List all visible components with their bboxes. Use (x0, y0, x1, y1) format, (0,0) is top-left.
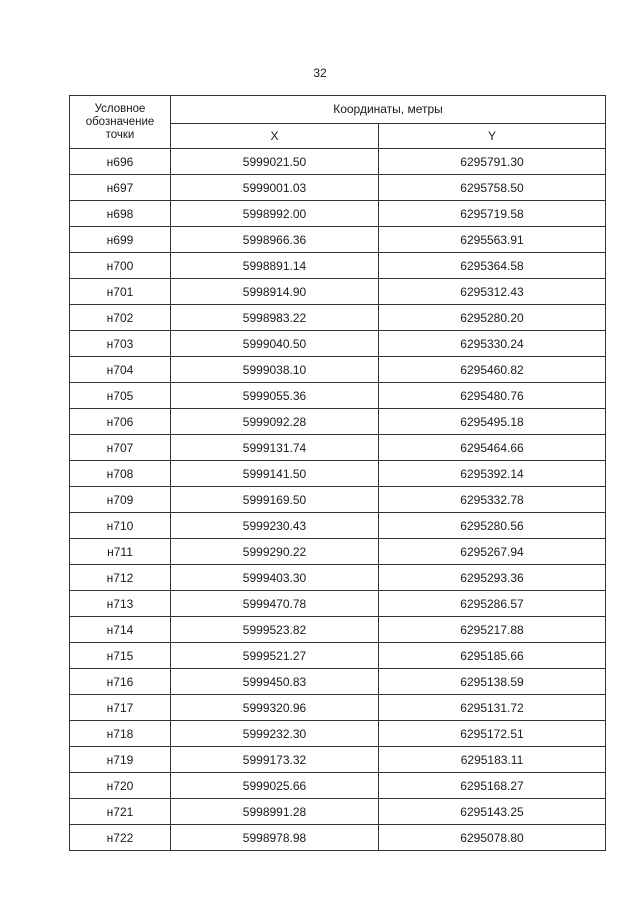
y-cell: 6295183.11 (379, 747, 606, 773)
y-column-header: Y (379, 123, 606, 148)
y-cell: 6295267.94 (379, 539, 606, 565)
x-cell: 5999173.32 (171, 747, 379, 773)
y-cell: 6295293.36 (379, 565, 606, 591)
point-cell: н716 (70, 669, 171, 695)
point-cell: н713 (70, 591, 171, 617)
table-row (70, 591, 606, 617)
page-number: 32 (313, 66, 327, 80)
x-cell: 5998991.28 (171, 799, 379, 825)
point-cell: н706 (70, 409, 171, 435)
x-cell: 5999169.50 (171, 487, 379, 513)
x-cell: 5999025.66 (171, 773, 379, 799)
x-cell: 5999040.50 (171, 331, 379, 357)
table-row (70, 747, 606, 773)
y-cell: 6295480.76 (379, 383, 606, 409)
x-cell: 5998992.00 (171, 201, 379, 227)
point-cell: н701 (70, 279, 171, 305)
x-cell: 5999290.22 (171, 539, 379, 565)
point-cell: н703 (70, 331, 171, 357)
table-row (70, 487, 606, 513)
x-cell: 5999470.78 (171, 591, 379, 617)
table-body (70, 149, 606, 851)
point-cell: н705 (70, 383, 171, 409)
x-cell: 5999523.82 (171, 617, 379, 643)
x-cell: 5999141.50 (171, 461, 379, 487)
x-cell: 5999038.10 (171, 357, 379, 383)
point-cell: н697 (70, 175, 171, 201)
y-cell: 6295131.72 (379, 695, 606, 721)
x-cell: 5999055.36 (171, 383, 379, 409)
table-row (70, 461, 606, 487)
table-row (70, 409, 606, 435)
point-cell: н710 (70, 513, 171, 539)
x-cell: 5999232.30 (171, 721, 379, 747)
point-column-header: Условное обозначение точки (70, 96, 171, 149)
y-cell: 6295563.91 (379, 227, 606, 253)
x-cell: 5999131.74 (171, 435, 379, 461)
table-row (70, 669, 606, 695)
y-cell: 6295460.82 (379, 357, 606, 383)
point-cell: н721 (70, 799, 171, 825)
y-cell: 6295286.57 (379, 591, 606, 617)
table-row (70, 435, 606, 461)
table-row (70, 773, 606, 799)
table-row (70, 825, 606, 851)
y-cell: 6295495.18 (379, 409, 606, 435)
point-cell: н718 (70, 721, 171, 747)
y-cell: 6295185.66 (379, 643, 606, 669)
table-row (70, 331, 606, 357)
table-row (70, 799, 606, 825)
table-row (70, 175, 606, 201)
table-row (70, 357, 606, 383)
x-cell: 5999403.30 (171, 565, 379, 591)
point-cell: н709 (70, 487, 171, 513)
table-row (70, 279, 606, 305)
table-row (70, 565, 606, 591)
coordinates-table (69, 95, 606, 851)
table-row (70, 617, 606, 643)
x-cell: 5998966.36 (171, 227, 379, 253)
table-row (70, 539, 606, 565)
point-cell: н722 (70, 825, 171, 851)
y-cell: 6295078.80 (379, 825, 606, 851)
table-row (70, 253, 606, 279)
point-cell: н717 (70, 695, 171, 721)
point-cell: н696 (70, 149, 171, 175)
table-row (70, 149, 606, 175)
table-row (70, 695, 606, 721)
point-cell: н714 (70, 617, 171, 643)
table-row (70, 721, 606, 747)
table-row (70, 383, 606, 409)
point-cell: н711 (70, 539, 171, 565)
point-cell: н712 (70, 565, 171, 591)
y-cell: 6295138.59 (379, 669, 606, 695)
point-cell: н702 (70, 305, 171, 331)
x-cell: 5998978.98 (171, 825, 379, 851)
x-cell: 5999320.96 (171, 695, 379, 721)
y-cell: 6295143.25 (379, 799, 606, 825)
point-cell: н699 (70, 227, 171, 253)
x-column-header: X (171, 123, 379, 148)
x-cell: 5998891.14 (171, 253, 379, 279)
point-cell: н704 (70, 357, 171, 383)
point-cell: н720 (70, 773, 171, 799)
x-cell: 5999450.83 (171, 669, 379, 695)
x-cell: 5998914.90 (171, 279, 379, 305)
y-cell: 6295392.14 (379, 461, 606, 487)
y-cell: 6295280.56 (379, 513, 606, 539)
table-row (70, 513, 606, 539)
scan-artifact: · · · · (36, 860, 70, 866)
y-cell: 6295332.78 (379, 487, 606, 513)
y-cell: 6295791.30 (379, 149, 606, 175)
x-cell: 5998983.22 (171, 305, 379, 331)
y-cell: 6295464.66 (379, 435, 606, 461)
table-row (70, 201, 606, 227)
y-cell: 6295758.50 (379, 175, 606, 201)
point-cell: н698 (70, 201, 171, 227)
point-cell: н708 (70, 461, 171, 487)
x-cell: 5999521.27 (171, 643, 379, 669)
table-row (70, 305, 606, 331)
y-cell: 6295330.24 (379, 331, 606, 357)
y-cell: 6295312.43 (379, 279, 606, 305)
y-cell: 6295217.88 (379, 617, 606, 643)
x-cell: 5999230.43 (171, 513, 379, 539)
y-cell: 6295364.58 (379, 253, 606, 279)
x-cell: 5999021.50 (171, 149, 379, 175)
point-cell: н707 (70, 435, 171, 461)
y-cell: 6295280.20 (379, 305, 606, 331)
table-row (70, 227, 606, 253)
table-row (70, 643, 606, 669)
point-cell: н719 (70, 747, 171, 773)
coordinates-header: Координаты, метры (171, 96, 606, 124)
y-cell: 6295172.51 (379, 721, 606, 747)
x-cell: 5999092.28 (171, 409, 379, 435)
point-cell: н700 (70, 253, 171, 279)
x-cell: 5999001.03 (171, 175, 379, 201)
point-cell: н715 (70, 643, 171, 669)
y-cell: 6295719.58 (379, 201, 606, 227)
y-cell: 6295168.27 (379, 773, 606, 799)
